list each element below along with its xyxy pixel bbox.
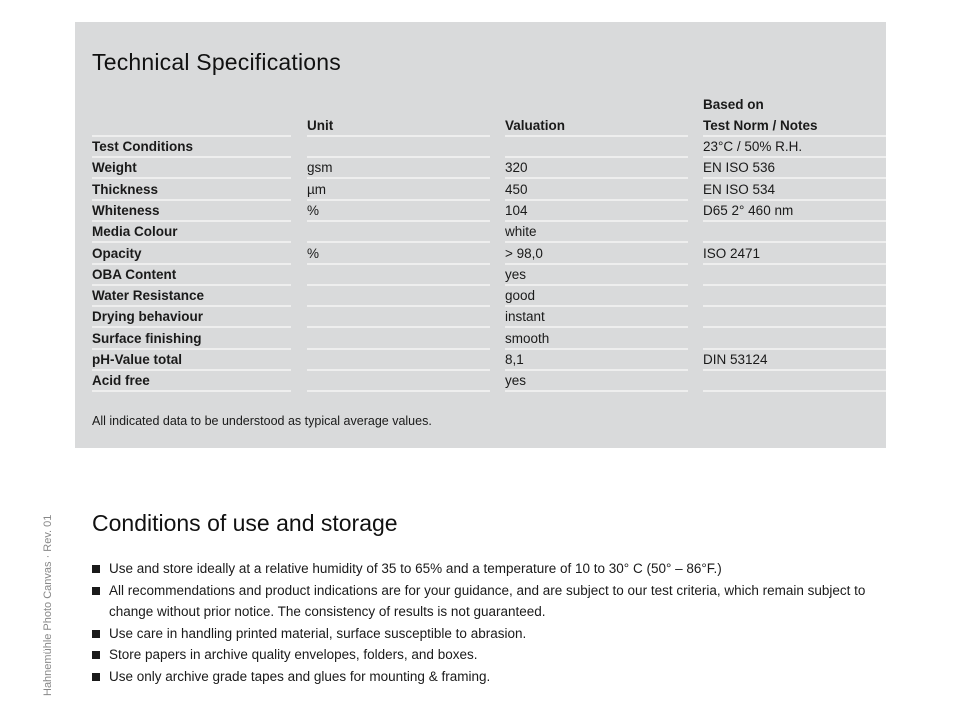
spec-cell-valuation: white — [505, 222, 688, 243]
spec-cell-norm — [703, 329, 886, 350]
spec-cell-unit — [307, 137, 490, 158]
spec-cell-property: Water Resistance — [92, 286, 291, 307]
condition-item: Use and store ideally at a relative humidity of 35 to 65% and a temperature of 10 to 30° C (50° – 86°F.) — [92, 558, 892, 580]
spec-cell-property: Thickness — [92, 180, 291, 201]
header-property — [92, 116, 291, 137]
condition-item: Store papers in archive quality envelopes, folders, and boxes. — [92, 644, 892, 666]
header-valuation: Valuation — [505, 116, 688, 137]
spec-cell-unit — [307, 371, 490, 392]
spec-cell-unit — [307, 329, 490, 350]
spec-cell-unit: % — [307, 244, 490, 265]
header-unit: Unit — [307, 116, 490, 137]
spec-cell-property: pH-Value total — [92, 350, 291, 371]
spec-cell-unit: % — [307, 201, 490, 222]
spec-cell-unit: µm — [307, 180, 490, 201]
spec-cell-norm — [703, 265, 886, 286]
spec-cell-property: Test Conditions — [92, 137, 291, 158]
spec-cell-unit — [307, 350, 490, 371]
spec-cell-norm: EN ISO 534 — [703, 180, 886, 201]
spec-cell-valuation — [505, 137, 688, 158]
spec-cell-valuation: smooth — [505, 329, 688, 350]
spec-cell-norm: 23°C / 50% R.H. — [703, 137, 886, 158]
spec-cell-property: Opacity — [92, 244, 291, 265]
spec-cell-norm — [703, 286, 886, 307]
norm-header-top: Based on — [703, 97, 764, 112]
spec-cell-property: Acid free — [92, 371, 291, 392]
spec-cell-property: Weight — [92, 158, 291, 179]
conditions-list — [92, 558, 892, 687]
spec-cell-valuation: 104 — [505, 201, 688, 222]
spec-cell-norm: DIN 53124 — [703, 350, 886, 371]
spec-cell-valuation: yes — [505, 371, 688, 392]
spec-cell-norm: EN ISO 536 — [703, 158, 886, 179]
spec-cell-norm — [703, 222, 886, 243]
spec-cell-unit: gsm — [307, 158, 490, 179]
spec-cell-unit — [307, 265, 490, 286]
spec-cell-valuation: 450 — [505, 180, 688, 201]
spec-cell-valuation: > 98,0 — [505, 244, 688, 265]
spec-cell-valuation: 8,1 — [505, 350, 688, 371]
technical-specifications-panel — [75, 22, 886, 448]
spec-cell-norm: D65 2° 460 nm — [703, 201, 886, 222]
spec-cell-property: Media Colour — [92, 222, 291, 243]
condition-item: All recommendations and product indications are for your guidance, and are subject to our test criteria, which remain subject to change without prior notice. The consistency of results is not guaranteed. — [92, 580, 892, 623]
spec-cell-unit — [307, 286, 490, 307]
spec-cell-valuation: instant — [505, 307, 688, 328]
spec-footnote: All indicated data to be understood as typical average values. — [92, 414, 432, 428]
spec-cell-norm — [703, 371, 886, 392]
spec-cell-property: Surface finishing — [92, 329, 291, 350]
spec-cell-property: OBA Content — [92, 265, 291, 286]
conditions-title: Conditions of use and storage — [92, 510, 398, 536]
header-norm: Test Norm / Notes — [703, 116, 886, 137]
spec-cell-valuation: 320 — [505, 158, 688, 179]
document-side-label: Hahnemühle Photo Canvas · Rev. 01 — [42, 514, 54, 696]
spec-cell-valuation: good — [505, 286, 688, 307]
spec-cell-property: Whiteness — [92, 201, 291, 222]
spec-title: Technical Specifications — [92, 49, 341, 75]
spec-cell-unit — [307, 222, 490, 243]
spec-cell-valuation: yes — [505, 265, 688, 286]
spec-cell-property: Drying behaviour — [92, 307, 291, 328]
spec-cell-norm: ISO 2471 — [703, 244, 886, 265]
condition-item: Use only archive grade tapes and glues for mounting & framing. — [92, 666, 892, 688]
condition-item: Use care in handling printed material, surface susceptible to abrasion. — [92, 623, 892, 645]
spec-cell-unit — [307, 307, 490, 328]
spec-cell-norm — [703, 307, 886, 328]
